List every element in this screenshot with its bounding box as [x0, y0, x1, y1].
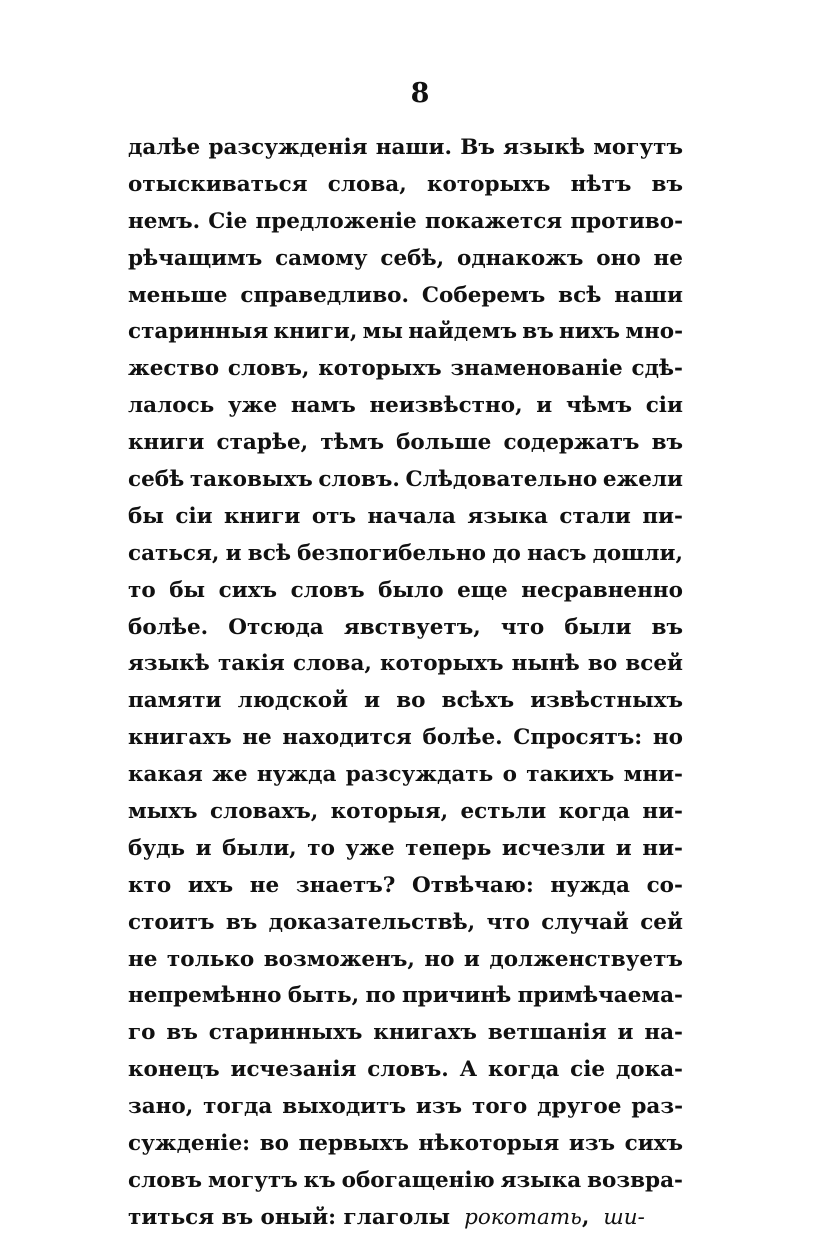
- italic-word-rokotat: рокотать: [464, 1204, 582, 1230]
- text-line: [128, 1089, 683, 1126]
- word: всѣхъ: [441, 688, 515, 714]
- word: сіи: [175, 503, 213, 529]
- text-line: [128, 1015, 683, 1052]
- word: словъ,: [227, 356, 310, 382]
- word: стали: [559, 503, 631, 529]
- word: но: [652, 725, 683, 751]
- word: уже: [228, 393, 278, 419]
- word: въ: [651, 171, 683, 197]
- word: раз-: [631, 1094, 683, 1120]
- text-line: [128, 536, 683, 573]
- word: знаменованіе: [450, 356, 623, 382]
- text-line: [128, 573, 683, 610]
- text-line: [128, 167, 683, 204]
- word: могутъ: [593, 135, 683, 160]
- word: памяти: [128, 688, 222, 714]
- word: возвра-: [587, 1167, 683, 1193]
- word: предложеніе: [255, 208, 417, 234]
- word: причинѣ: [401, 983, 512, 1009]
- word: покажется: [424, 208, 563, 234]
- word: которыя,: [330, 799, 449, 825]
- word: мно-: [625, 319, 683, 345]
- word: долженствуетъ: [489, 946, 683, 972]
- last-line-comma: ,: [581, 1204, 590, 1230]
- word: и: [617, 1020, 634, 1046]
- word: самому: [275, 245, 368, 271]
- word: такихъ: [526, 762, 615, 788]
- word: старѣе,: [216, 430, 309, 456]
- last-line-start: титься въ оный: глаголы: [128, 1204, 451, 1230]
- word: ихъ: [187, 872, 234, 898]
- word: первыхъ: [298, 1131, 409, 1157]
- word: словъ: [290, 577, 365, 603]
- word: неизвѣстно,: [369, 393, 523, 419]
- text-line: [128, 1163, 683, 1200]
- word: книгахъ: [373, 1020, 477, 1046]
- word: отъ: [311, 503, 356, 529]
- word: всѣ: [247, 540, 291, 566]
- word: словахъ,: [209, 799, 319, 825]
- word: какая: [128, 762, 203, 788]
- word: но: [424, 946, 455, 972]
- body-text: [128, 130, 683, 1237]
- word: таковыхъ: [189, 467, 313, 493]
- word: Сіе: [208, 208, 248, 234]
- word: могутъ: [207, 1167, 298, 1193]
- italic-word-shi: ши-: [603, 1204, 645, 1230]
- word: возможенъ,: [263, 946, 415, 972]
- word: несравненно: [521, 577, 683, 603]
- word: Соберемъ: [421, 282, 546, 308]
- word: мы: [362, 319, 403, 345]
- word: языкѣ: [128, 651, 210, 677]
- word: дошли,: [592, 540, 683, 566]
- word: кто: [128, 872, 172, 898]
- word: Спросятъ:: [513, 725, 643, 751]
- text-line: [128, 757, 683, 794]
- word: находится: [282, 725, 412, 751]
- word: А: [459, 1057, 478, 1083]
- word: мни-: [623, 762, 683, 788]
- text-line: [128, 683, 683, 720]
- word: которыхъ: [426, 171, 551, 197]
- word: Слѣдовательно: [405, 467, 598, 493]
- word: болѣе.: [128, 614, 209, 640]
- word: отыскиваться: [128, 171, 308, 197]
- word: явствуетъ,: [343, 614, 481, 640]
- word: только: [166, 946, 255, 972]
- word: ни-: [642, 799, 683, 825]
- word: изъ: [568, 1131, 616, 1157]
- word: намъ: [290, 393, 356, 419]
- word: было: [378, 577, 444, 603]
- word: ежели: [602, 467, 683, 493]
- text-line: [128, 204, 683, 241]
- word: слова,: [292, 651, 372, 677]
- word: книгахъ: [128, 725, 232, 751]
- text-line: [128, 1126, 683, 1163]
- word: пи-: [642, 503, 683, 529]
- word: то: [128, 577, 156, 603]
- word: сихъ: [218, 577, 278, 603]
- word: естьли: [460, 799, 547, 825]
- word: справедливо.: [240, 282, 409, 308]
- word: такія: [217, 651, 285, 677]
- word: во: [259, 1131, 289, 1157]
- text-line: [128, 462, 683, 499]
- word: Отвѣчаю:: [412, 872, 534, 898]
- word: всей: [625, 651, 683, 677]
- word: и: [536, 393, 553, 419]
- word: сіи: [645, 393, 683, 419]
- word: меньше: [128, 282, 228, 308]
- word: старинныхъ: [208, 1020, 363, 1046]
- word: книги,: [273, 319, 358, 345]
- word: ни-: [642, 835, 683, 861]
- text-line: [128, 905, 683, 942]
- word: конецъ: [128, 1057, 220, 1083]
- word: словъ.: [367, 1057, 449, 1083]
- word: нѣтъ: [570, 171, 632, 197]
- word: не: [249, 872, 280, 898]
- word: нужда: [550, 872, 630, 898]
- word: сужденіе:: [128, 1131, 251, 1157]
- word: содержатъ: [503, 430, 640, 456]
- text-line: [128, 130, 683, 167]
- text-line: [128, 314, 683, 351]
- word: и: [364, 688, 381, 714]
- word: сдѣ-: [631, 356, 683, 382]
- word: непремѣнно: [128, 983, 282, 1009]
- word: тогда: [203, 1094, 273, 1120]
- word: то: [307, 835, 335, 861]
- word: старинныя: [128, 319, 269, 345]
- word: сей: [640, 909, 683, 935]
- word: саться,: [128, 540, 220, 566]
- word: книги: [128, 430, 205, 456]
- text-line: [128, 1052, 683, 1089]
- word: въ: [651, 430, 683, 456]
- word: языка: [467, 503, 548, 529]
- word: во: [587, 651, 618, 677]
- word: въ: [651, 614, 683, 640]
- word: словъ.: [318, 467, 400, 493]
- text-line: [128, 978, 683, 1015]
- word: быть,: [287, 983, 360, 1009]
- word: въ: [166, 1020, 198, 1046]
- word: что: [500, 614, 545, 640]
- word: тѣмъ: [320, 430, 384, 456]
- word: по: [365, 983, 396, 1009]
- word: и: [615, 835, 632, 861]
- text-line: [128, 610, 683, 647]
- word: разсуждать: [345, 762, 494, 788]
- word: безпогибельно: [297, 540, 486, 566]
- word: примѣчаема-: [517, 983, 683, 1009]
- word: сіе: [570, 1057, 606, 1083]
- word: другое: [537, 1094, 622, 1120]
- word: бы: [128, 503, 164, 529]
- word: Отсюда: [228, 614, 324, 640]
- word: жество: [128, 356, 220, 382]
- word: не: [128, 946, 158, 972]
- word: стоитъ: [128, 909, 215, 935]
- word: нынѣ: [511, 651, 580, 677]
- word: себѣ,: [380, 245, 445, 271]
- word: себѣ: [128, 467, 185, 493]
- word: были,: [222, 835, 297, 861]
- word: которыхъ: [380, 651, 504, 677]
- word: и: [463, 946, 480, 972]
- word: сихъ: [624, 1131, 683, 1157]
- word: случай: [541, 909, 629, 935]
- word: больше: [396, 430, 492, 456]
- word: со-: [646, 872, 683, 898]
- word: и: [195, 835, 212, 861]
- text-line: [128, 499, 683, 536]
- word: еще: [457, 577, 508, 603]
- text-line: [128, 425, 683, 462]
- word: были: [564, 614, 632, 640]
- word: не: [653, 245, 683, 271]
- word: извѣстныхъ: [530, 688, 683, 714]
- word: теперь: [405, 835, 492, 861]
- word: исчезанія: [230, 1057, 357, 1083]
- word: дока-: [615, 1057, 683, 1083]
- word: бы: [169, 577, 206, 603]
- word: когда: [558, 799, 630, 825]
- word: словъ: [128, 1167, 203, 1193]
- word: болѣе.: [422, 725, 503, 751]
- word: слова,: [327, 171, 407, 197]
- word: въ: [225, 909, 258, 935]
- word: книги: [224, 503, 301, 529]
- text-line: [128, 278, 683, 315]
- word: зано,: [128, 1094, 194, 1120]
- word: языкѣ: [503, 135, 585, 160]
- word: мыхъ: [128, 799, 198, 825]
- word: ветшанія: [487, 1020, 607, 1046]
- word: языка: [500, 1167, 582, 1193]
- word: далѣе: [128, 135, 201, 160]
- word: всѣ: [558, 282, 602, 308]
- word: доказательствѣ,: [268, 909, 476, 935]
- word: го: [128, 1020, 156, 1046]
- word: на-: [644, 1020, 683, 1046]
- word: когда: [487, 1057, 560, 1083]
- word: будь: [128, 835, 186, 861]
- word: наши: [614, 282, 683, 308]
- word: обогащенію: [341, 1167, 495, 1193]
- word: немъ.: [128, 208, 201, 234]
- word: противо-: [570, 208, 683, 234]
- word: уже: [345, 835, 395, 861]
- word: насъ: [527, 540, 587, 566]
- word: исчезли: [501, 835, 606, 861]
- word: къ: [303, 1167, 336, 1193]
- text-line: [128, 794, 683, 831]
- text-line-last: [128, 1200, 683, 1237]
- text-line: [128, 942, 683, 979]
- word: и: [225, 540, 242, 566]
- word: Въ: [460, 135, 495, 160]
- word: того: [472, 1094, 528, 1120]
- word: оно: [596, 245, 641, 271]
- text-line: [128, 241, 683, 278]
- word: что: [486, 909, 530, 935]
- text-line: [128, 646, 683, 683]
- word: однакожъ: [456, 245, 584, 271]
- text-line: [128, 720, 683, 757]
- word: найдемъ: [408, 319, 517, 345]
- word: изъ: [415, 1094, 463, 1120]
- word: о: [502, 762, 517, 788]
- word: нихъ: [559, 319, 621, 345]
- word: разсужденія: [208, 135, 368, 160]
- word: выходитъ: [282, 1094, 406, 1120]
- word: наши.: [375, 135, 452, 160]
- word: же: [212, 762, 248, 788]
- word: людской: [237, 688, 349, 714]
- page-number: 8: [410, 78, 430, 109]
- word: которыхъ: [318, 356, 442, 382]
- word: рѣчащимъ: [128, 245, 263, 271]
- word: во: [396, 688, 426, 714]
- word: не: [242, 725, 272, 751]
- word: нѣкоторыя: [418, 1131, 560, 1157]
- text-line: [128, 868, 683, 905]
- word: нужда: [256, 762, 337, 788]
- word: лалось: [128, 393, 215, 419]
- text-line: [128, 388, 683, 425]
- word: знаетъ?: [295, 872, 396, 898]
- word: въ: [522, 319, 554, 345]
- word: начала: [367, 503, 456, 529]
- text-line: [128, 351, 683, 388]
- word: до: [492, 540, 521, 566]
- text-line: [128, 831, 683, 868]
- word: чѣмъ: [565, 393, 632, 419]
